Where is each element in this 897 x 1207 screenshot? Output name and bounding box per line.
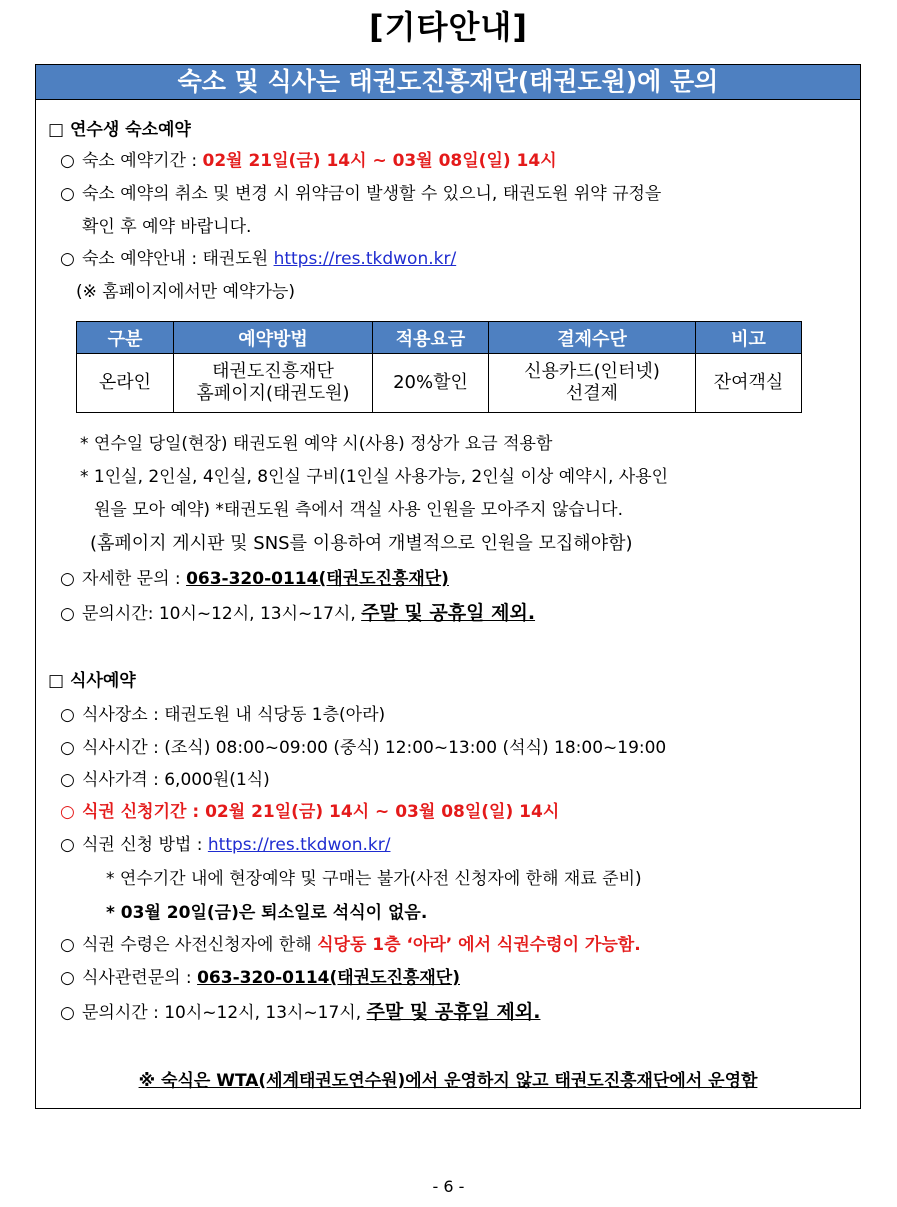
page-title: [기타안내]	[369, 8, 528, 46]
meal-apply-link[interactable]: https://res.tkdwon.kr/	[207, 835, 391, 855]
table-cell-payment: 신용카드(인터넷) 선결제	[489, 354, 696, 413]
bullet-icon: ○	[60, 835, 75, 855]
bullet-icon: ○	[60, 1003, 75, 1023]
lodging-note1: * 연수일 당일(현장) 태권도원 예약 시(사용) 정상가 요금 적용함	[80, 434, 553, 454]
table-header-row	[77, 322, 802, 354]
bullet-icon: ○	[60, 935, 75, 955]
lodging-cancel-line2: 확인 후 예약 바랍니다.	[82, 217, 252, 237]
table-header: 결제수단	[489, 322, 696, 354]
lodging-note2-line3: (홈페이지 게시판 및 SNS를 이용하여 개별적으로 인원을 모집해야함)	[90, 533, 633, 554]
table-header: 비고	[696, 322, 802, 354]
bullet-icon: ○	[60, 569, 75, 589]
banner-title: 숙소 및 식사는 태권도진흥재단(태권도원)에 문의	[36, 65, 860, 100]
table-row	[77, 354, 802, 413]
bullet-icon: ○	[60, 604, 75, 624]
lodging-table	[76, 321, 802, 413]
lodging-heading: □ 연수생 숙소예약	[48, 120, 191, 140]
lodging-guide: ○ 숙소 예약안내 : 태권도원 https://res.tkdwon.kr/	[60, 249, 457, 269]
lodging-reservation-link[interactable]: https://res.tkdwon.kr/	[273, 249, 457, 269]
lodging-contact: ○ 자세한 문의 : 063-320-0114(태권도진흥재단)	[60, 569, 449, 589]
meal-place: ○ 식사장소 : 태권도원 내 식당동 1층(아라)	[60, 705, 386, 725]
lodging-note2-line2: 원을 모아 예약) *태권도원 측에서 객실 사용 인원을 모아주지 않습니다.	[94, 500, 623, 520]
table-cell-method: 태권도진흥재단 홈페이지(태권도원)	[174, 354, 373, 413]
lodging-period: ○ 숙소 예약기간 : 02월 21일(금) 14시 ~ 03월 08일(일) 14시	[60, 151, 557, 171]
meal-contact: ○ 식사관련문의 : 063-320-0114(태권도진흥재단)	[60, 968, 460, 988]
page-number: - 6 -	[432, 1177, 465, 1196]
meal-dinner-note: * 03월 20일(금)은 퇴소일로 석식이 없음.	[106, 903, 428, 923]
meal-heading: □ 식사예약	[48, 671, 136, 691]
meal-apply-note: * 연수기간 내에 현장예약 및 구매는 불가(사전 신청자에 한해 재료 준비)	[106, 869, 642, 889]
meal-time: ○ 식사시간 : (조식) 08:00~09:00 (중식) 12:00~13:00 (석식) 18:00~19:00	[60, 738, 667, 758]
table-cell-rate: 20%할인	[373, 354, 489, 413]
bullet-icon: ○	[60, 968, 75, 988]
bullet-icon: ○	[60, 770, 75, 790]
table-header: 예약방법	[174, 322, 373, 354]
meal-apply: ○ 식권 신청 방법 : https://res.tkdwon.kr/	[60, 835, 391, 855]
bullet-icon: ○	[60, 249, 75, 269]
meal-ticket-period: ○ 식권 신청기간 : 02월 21일(금) 14시 ~ 03월 08일(일) 14시	[60, 802, 560, 822]
bullet-icon: ○	[60, 184, 75, 204]
table-header: 구분	[77, 322, 174, 354]
meal-price: ○ 식사가격 : 6,000원(1식)	[60, 770, 270, 790]
table-cell-type: 온라인	[77, 354, 174, 413]
bullet-icon: ○	[60, 705, 75, 725]
lodging-hours: ○ 문의시간: 10시~12시, 13시~17시, 주말 및 공휴일 제외.	[60, 602, 536, 624]
bullet-icon: ○	[60, 802, 75, 822]
meal-receive: ○ 식권 수령은 사전신청자에 한해 식당동 1층 ‘아라’ 에서 식권수령이 가능함.	[60, 935, 641, 955]
bullet-icon: ○	[60, 738, 75, 758]
lodging-cancel-line1: ○ 숙소 예약의 취소 및 변경 시 위약금이 발생할 수 있으니, 태권도원 위약 규정을	[60, 184, 662, 204]
lodging-homepage-only: (※ 홈페이지에서만 예약가능)	[76, 282, 295, 302]
meal-hours: ○ 문의시간 : 10시~12시, 13시~17시, 주말 및 공휴일 제외.	[60, 1001, 541, 1023]
bullet-icon: ○	[60, 151, 75, 171]
lodging-note2-line1: * 1인실, 2인실, 4인실, 8인실 구비(1인실 사용가능, 2인실 이상 예약시, 사용인	[80, 467, 669, 487]
footer-note: ※ 숙식은 WTA(세계태권도연수원)에서 운영하지 않고 태권도진흥재단에서 운영함	[138, 1071, 758, 1091]
table-header: 적용요금	[373, 322, 489, 354]
table-cell-note: 잔여객실	[696, 354, 802, 413]
info-box	[35, 64, 861, 1109]
